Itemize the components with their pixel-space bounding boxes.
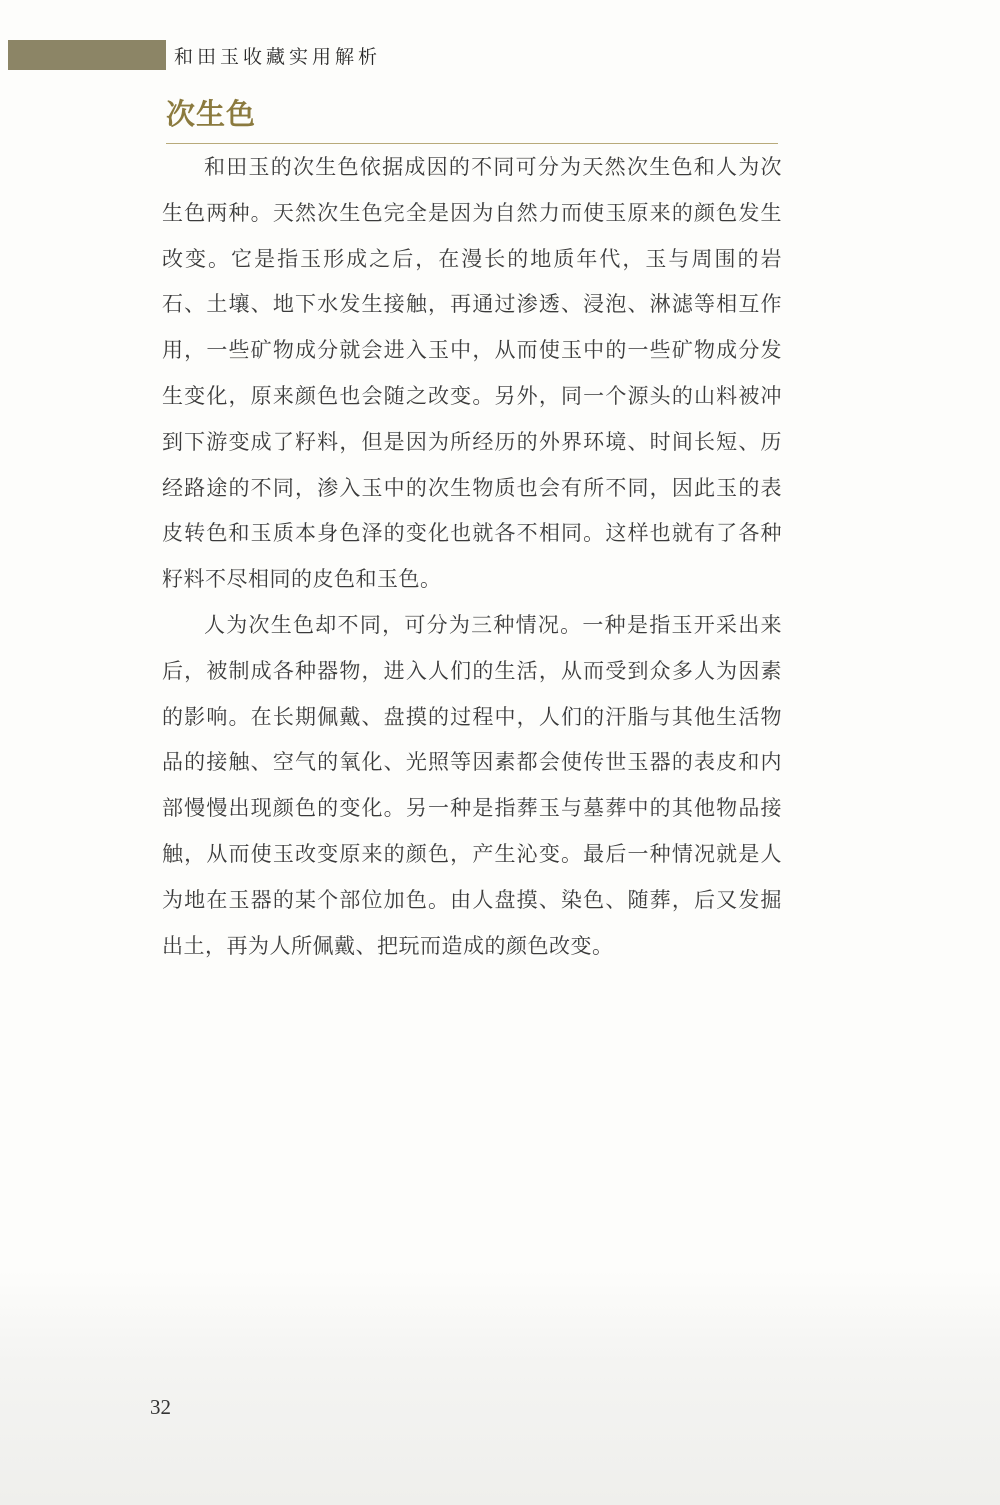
paragraph-natural-secondary-color: 和田玉的次生色依据成因的不同可分为天然次生色和人为次生色两种。天然次生色完全是因为自然力而使玉原来的颜色发生改变。它是指玉形成之后，在漫长的地质年代，玉与周围的岩石、土壤、地下水发生接触，再通过渗透、浸泡、淋滤等相互作用，一些矿物成分就会进入玉中，从而使玉中的一些矿物成分发生变化，原来颜色也会随之改变。另外，同一个源头的山料被冲到下游变成了籽料，但是因为所经历的外界环境、时间长短、历经路途的不同，渗入玉中的次生物质也会有所不同，因此玉的表皮转色和玉质本身色泽的变化也就各不相同。这样也就有了各种籽料不尽相同的皮色和玉色。 <box>162 155 782 592</box>
page-number: 32 <box>150 1395 171 1419</box>
paragraph-artificial-secondary-color: 人为次生色却不同，可分为三种情况。一种是指玉开采出来后，被制成各种器物，进入人们的生活，从而受到众多人为因素的影响。在长期佩戴、盘摸的过程中，人们的汗脂与其他生活物品的接触、空气的氧化、光照等因素都会使传世玉器的表皮和内部慢慢出现颜色的变化。另一种是指葬玉与墓葬中的其他物品接触，从而使玉改变原来的颜色，产生沁变。最后一种情况就是人为地在玉器的某个部位加色。由人盘摸、染色、随葬，后又发掘出土，再为人所佩戴、把玩而造成的颜色改变。 <box>162 612 782 958</box>
header-color-bar <box>8 40 166 70</box>
running-header-title: 和田玉收藏实用解析 <box>174 46 382 68</box>
page-bottom-shade <box>0 1270 1000 1505</box>
section-heading: 次生色 <box>166 97 257 131</box>
body-text <box>162 145 782 969</box>
heading-underline <box>166 143 778 144</box>
